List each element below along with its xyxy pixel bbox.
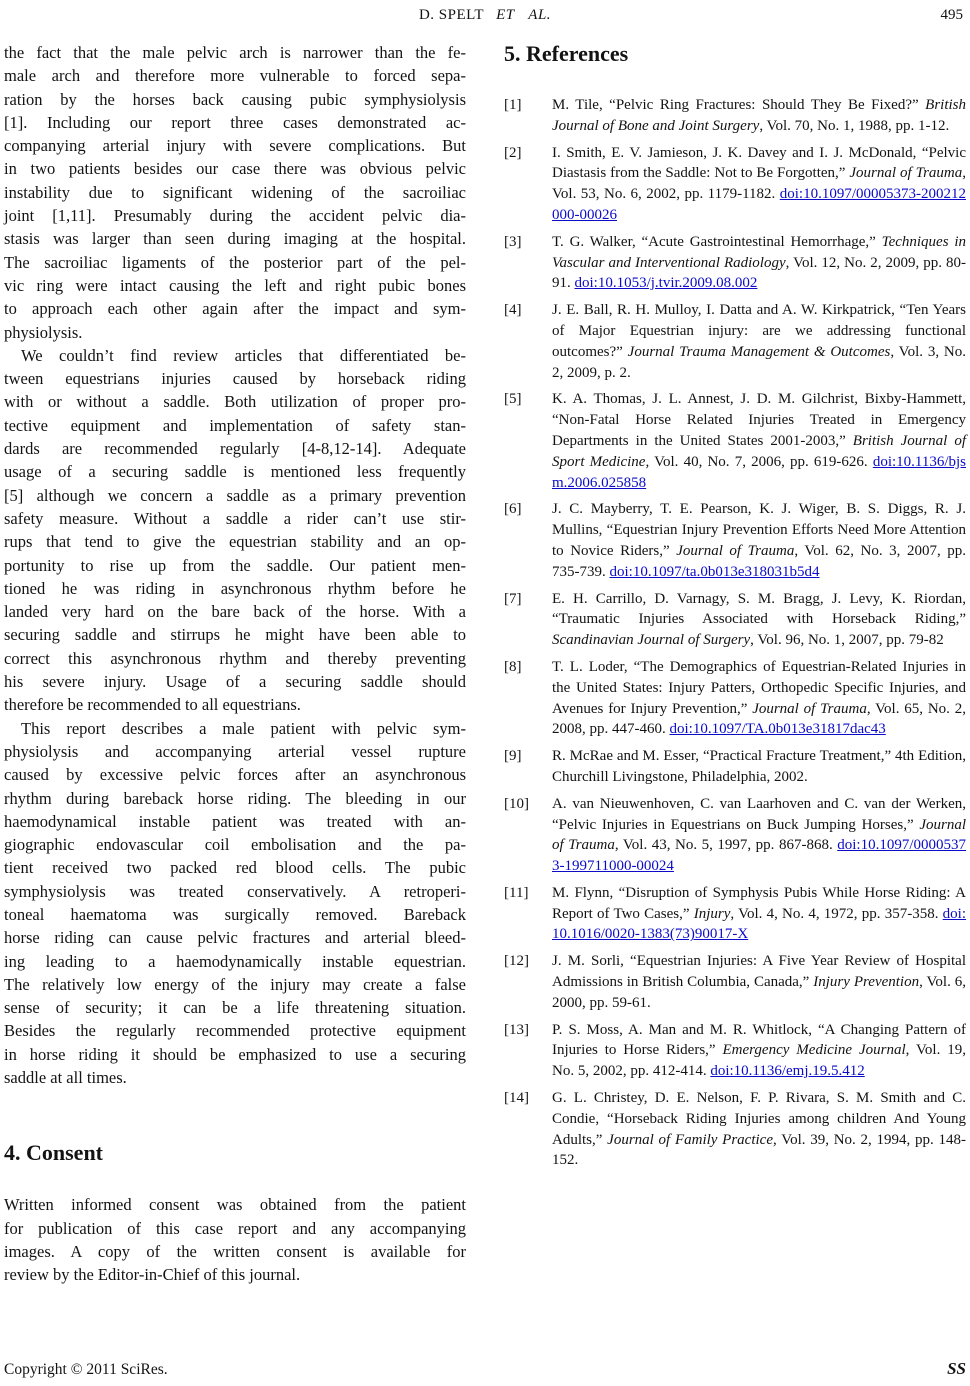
reference-text: T. G. Walker, “Acute Gastrointestinal Hemorrhage,” [552,233,882,250]
reference-item [504,300,966,383]
text-line: physiolysis. [4,322,83,342]
reference-text: , Vol. 53, No. 6, 2002, pp. 1179-1182. [552,165,966,203]
text-line: landed very hard on the bare back of the horse. With a [4,602,466,622]
reference-number: [5] [504,391,522,408]
text-line: tioned he was riding in asynchronous rhythm before he [4,578,466,598]
running-head-title [4,7,966,24]
reference-number: [9] [504,748,522,765]
reference-text: , Vol. 40, No. 7, 2006, pp. 619-626. [645,453,873,470]
journal-name: Injury Prevention [813,974,920,991]
doi-link[interactable]: doi:10.1136/emj.19.5.412 [710,1063,865,1080]
text-line: caused by excessive pelvic forces after an asynchronous [4,765,466,785]
text-line: giographic endovascular coil embolisation and the pa- [4,835,466,855]
reference-text: R. McRae and M. Esser, “Practical Fracture Treatment,” 4th Edition, Churchill Livingstone, Philadelphia, 2002. [552,748,966,785]
text-line: safety measure. Without a saddle a rider can’t use stir- [4,508,466,528]
reference-text: J. M. Sorli, “Equestrian Injuries: A Five Year Review of Hospital Admissions in British Columbia, Canada,” [552,953,966,991]
text-line: tient received two packed red blood cells. The pubic [4,858,466,878]
column-gap [466,41,504,1287]
reference-text: E. H. Carrillo, D. Varnagy, S. M. Bragg, J. Levy, K. Riordan, “Traumatic Injuries Associated with Horseback Riding,” [552,590,966,628]
text-line: rhythm during bareback horse riding. The bleeding in our [4,788,466,808]
text-line: male arch and therefore more vulnerable to forced sepa- [4,66,466,86]
text-line: the fact that the male pelvic arch is narrower than the fe- [4,43,466,62]
reference-item [504,95,966,137]
reference-text: J. E. Ball, R. H. Mulloy, I. Datta and A. W. Kirkpatrick, “Ten Years of Major Equestrian injury: are we addressing functional outcomes?” [552,302,966,360]
consent-paragraphs [4,1193,466,1286]
journal-name: Injury [693,905,731,922]
reference-text: G. L. Christey, D. E. Nelson, F. P. Rivara, S. M. Smith and C. Condie, “Horseback Riding Injuries among children And Young Adults,” [552,1090,966,1148]
text-line: saddle at all times. [4,1068,127,1088]
reference-text: , Vol. 4, No. 4, 1972, pp. 357-358. [730,905,943,922]
page-number: 495 [940,7,963,23]
text-line: images. A copy of the written consent is available for [4,1241,466,1261]
text-line: The sacroiliac ligaments of the posterior part of the pel- [4,252,466,272]
reference-text: , Vol. 6, 2000, pp. 59-61. [552,974,966,1011]
text-line: in horse riding it should be emphasized to use a securing [4,1044,466,1064]
reference-number: [6] [504,501,522,518]
paragraph [4,344,466,717]
reference-text: , Vol. 43, No. 5, 1997, pp. 867-868. [614,837,838,854]
paragraph [4,1193,466,1286]
reference-number: [12] [504,953,529,970]
journal-name: Journal of Trauma [752,700,867,717]
text-line: haemodynamical instable patient was treated with an- [4,811,466,831]
reference-text: M. Flynn, “Disruption of Symphysis Pubis While Horse Riding: A Report of Two Cases,” [552,884,966,922]
consent-heading: 4. Consent [4,1140,104,1166]
references-list [504,95,966,1171]
text-line: instability due to significant widening of the sacroiliac [4,182,466,202]
reference-text: K. A. Thomas, J. L. Annest, J. D. M. Gilchrist, Bixby-Hammett, “Non-Fatal Horse Related Injuries Treated in Emergency Departments in the United States 2001-2003,” [552,391,966,449]
paragraph [4,41,466,344]
reference-number: [2] [504,144,522,161]
text-line: usage of a securing saddle is mentioned less frequently [4,462,466,482]
references-heading: 5. References [504,41,629,66]
text-line: horse riding can cause pelvic fractures and arterial bleed- [4,928,466,948]
text-line: with or without a saddle. Both utilization of proper pro- [4,392,466,412]
text-line: correct this asynchronous rhythm and thereby preventing [4,648,466,668]
reference-text: , Vol. 3, No. 2, 2009, p. 2. [552,343,966,381]
reference-item [504,746,966,788]
reference-number: [7] [504,590,522,607]
running-head-author: D. SPELT [418,7,485,23]
journal-name: Journal of Trauma [676,542,795,559]
reference-item [504,657,966,740]
journal-name: Journal of Trauma [849,165,963,182]
page-footer [4,1359,966,1379]
journal-name: Journal of Trauma [552,816,966,854]
journal-name: Journal of Family Practice [607,1131,773,1148]
reference-text: T. L. Loder, “The Demographics of Equestrian-Related Injuries in the United States: Injury Patters, Orthopedic Specific Injuries, and Avenues for Injury Prevention,” [552,658,966,717]
reference-item [504,143,966,226]
reference-text: , Vol. 39, No. 2, 1994, pp. 148-152. [552,1131,966,1169]
journal-name: Scandinavian Journal of Surgery [552,632,751,649]
text-line: sense of security; it can be a life threatening situation. [4,998,466,1018]
text-line: in two patients besides our case there was obvious pelvic [4,159,466,179]
text-line: This report describes a male patient with pelvic sym- [21,718,466,738]
running-head-et-al: ET AL. [496,7,552,23]
text-line: ration by the horses back causing pubic symphysiolysis [4,89,466,109]
reference-text: P. S. Moss, A. Man and M. R. Whitlock, “A Changing Pattern of Injuries to Horse Riders,” [552,1021,966,1059]
doi-link[interactable]: doi:10.1097/00005373-199711000-00024 [552,837,967,875]
paragraph [4,717,466,1090]
reference-text: M. Tile, “Pelvic Ring Fractures: Should They Be Fixed?” [552,97,926,113]
reference-item [504,1088,966,1171]
text-line: stasis was larger than seen during imaging at the hospital. [4,229,466,249]
text-line: vic ring were intact causing the left and right pubic bones [4,275,466,295]
text-line: dards are recommended regularly [4-8,12-14]. Adequate [4,439,466,459]
doi-link[interactable]: doi:10.1097/TA.0b013e31817dac43 [669,721,886,738]
journal-name: Techniques in Vascular and Interventional Radiology [552,233,966,271]
text-line: tective equipment and implementation of safety stan- [4,415,466,435]
journal-name: British Journal of Sport Medicine [552,432,966,470]
text-line: his severe injury. Usage of a securing saddle should [4,672,466,692]
reference-number: [13] [504,1021,529,1038]
text-line: [5] although we concern a saddle as a primary prevention [4,485,466,505]
reference-number: [1] [504,97,522,113]
reference-text: , Vol. 65, No. 2, 2008, pp. 447-460. [552,700,966,738]
text-line: portunity to rise up from the saddle. Our patient men- [4,555,466,575]
text-line: securing saddle and stirrups he might have been able to [4,625,466,645]
journal-abbrev-ss: SS [947,1359,966,1378]
text-line: companying arterial injury with severe complications. But [4,136,466,156]
reference-text: A. van Nieuwenhoven, C. van Laarhoven and C. van der Werken, “Pelvic Injuries in Equestrians on Buck Jumping Horses,” [552,795,966,833]
reference-item [504,794,966,877]
reference-number: [11] [504,884,529,901]
copyright-text: Copyright © 2011 SciRes. [4,1361,168,1378]
text-line: review by the Editor-in-Chief of this journal. [4,1265,301,1285]
reference-text: J. C. Mayberry, T. E. Pearson, K. J. Wiger, B. S. Diggs, R. J. Mullins, “Equestrian Injury Prevention Efforts Need More Attention to Novice Riders,” [552,501,966,559]
text-line: to approach each other again after the impact and sym- [4,299,466,319]
reference-item [504,389,966,493]
text-line: symphysiolysis was treated conservatively. A retroperi- [4,881,466,901]
right-column [504,41,966,1287]
reference-item [504,1020,966,1082]
reference-number: [10] [504,795,529,812]
reference-text: , Vol. 19, No. 5, 2002, pp. 412-414. [552,1042,966,1080]
text-line: Written informed consent was obtained from the patient [4,1195,466,1215]
reference-text: I. Smith, E. V. Jamieson, J. K. Davey and I. J. McDonald, “Pelvic Diastasis from the Saddle: Not to Be Forgotten,” [552,144,966,182]
text-line: joint [1,11]. Presumably during the accident pelvic dia- [4,206,466,226]
text-line: for publication of this case report and any accompanying [4,1218,466,1238]
body-paragraphs [4,41,466,1089]
journal-name: Journal Trauma Management & Outcomes [627,343,891,360]
reference-item [504,883,966,945]
reference-text: , Vol. 62, No. 3, 2007, pp. 735-739. [552,542,966,580]
reference-number: [14] [504,1090,529,1107]
text-line: therefore be recommended to all equestrians. [4,695,301,715]
text-line: We couldn’t find review articles that differentiated be- [21,345,466,365]
reference-item [504,589,966,651]
text-line: [1]. Including our report three cases demonstrated ac- [4,112,466,132]
text-line: ing leading to a haemodynamically instable equestrian. [4,951,466,971]
reference-text: , Vol. 70, No. 1, 1988, pp. 1-12. [759,117,950,134]
left-column [4,41,466,1287]
text-line: The relatively low energy of the injury may create a false [4,974,466,994]
text-line: tween equestrians injuries caused by horseback riding [4,369,466,389]
two-column-layout [4,41,966,1287]
reference-number: [4] [504,302,522,319]
text-line: physiolysis and accompanying arterial vessel rupture [4,741,466,761]
reference-number: [3] [504,233,522,250]
reference-item [504,232,966,294]
text-line: toneal haematoma was surgically removed. Bareback [4,904,466,924]
journal-name: Emergency Medicine Journal [722,1042,906,1059]
doi-link[interactable]: doi:10.1016/0020-1383(73)90017-X [552,905,966,943]
doi-link[interactable]: doi:10.1097/00005373-200212000-00026 [552,186,966,223]
doi-link[interactable]: doi:10.1136/bjsm.2006.025858 [552,453,967,491]
doi-link[interactable]: doi:10.1053/j.tvir.2009.08.002 [574,275,758,292]
reference-text: , Vol. 96, No. 1, 2007, pp. 79-82 [750,632,944,649]
text-line: rups that tend to give the equestrian stability and an op- [4,532,466,552]
reference-text: , Vol. 12, No. 2, 2009, pp. 80-91. [552,254,967,292]
reference-number: [8] [504,658,522,675]
reference-item [504,951,966,1013]
reference-item [504,499,966,582]
running-head [4,7,966,31]
journal-name: British Journal of Bone and Joint Surgery [552,97,966,134]
doi-link[interactable]: doi:10.1097/ta.0b013e318031b5d4 [609,563,820,580]
text-line: Besides the regularly recommended protective equipment [4,1021,466,1041]
